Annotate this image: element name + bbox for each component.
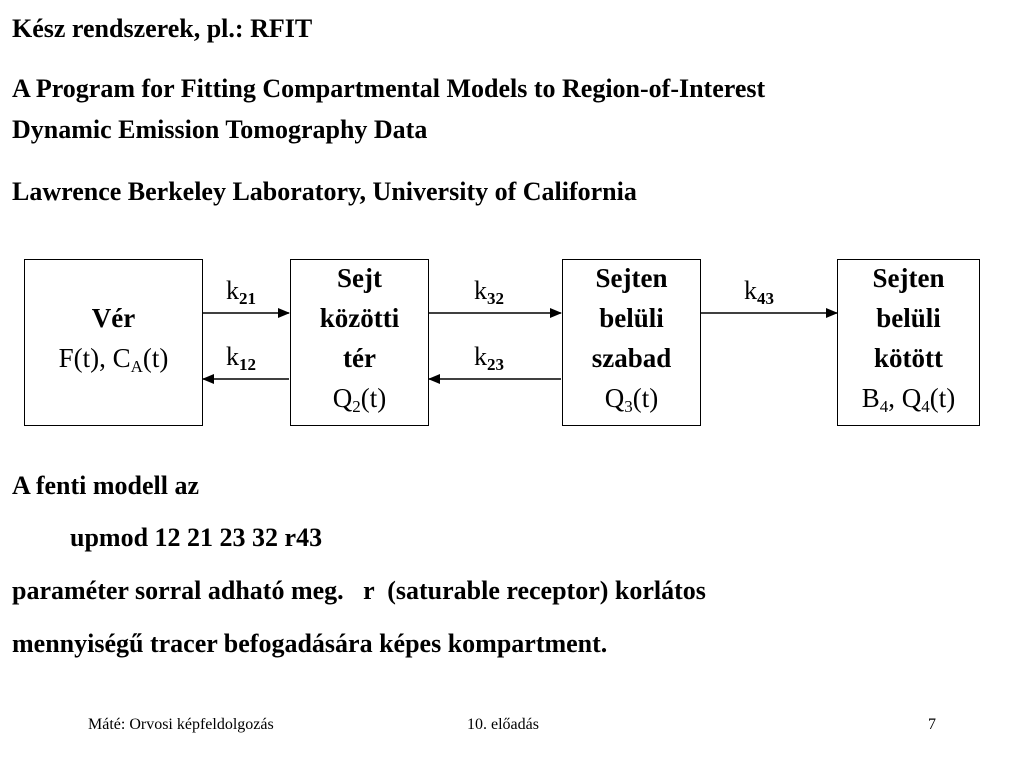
label-k12: $k_{12}$ <box>226 342 256 374</box>
body-line1: A fenti modell az <box>12 471 200 500</box>
body-command: upmod 12 21 23 32 r43 <box>70 523 323 552</box>
interstitial-line1: Sejt <box>337 263 382 293</box>
free-line1: Sejten <box>595 263 668 293</box>
interstitial-line3: tér <box>343 343 376 373</box>
blood-function: F(t), $C_A(t)$ <box>58 343 169 376</box>
free-line3: szabad <box>591 343 672 373</box>
footer-lecture: 10. előadás <box>467 716 539 733</box>
label-k21: $k_{21}$ <box>226 276 256 308</box>
free-line2: belüli <box>599 303 664 333</box>
title-line: Kész rendszerek, pl.: RFIT <box>12 14 313 43</box>
compartment-interstitial <box>290 259 429 426</box>
compartment-bound-intracellular <box>837 259 980 426</box>
footer-page-number: 7 <box>928 716 936 733</box>
body-line3: paraméter sorral adható meg. r (saturable receptor) korlátos <box>12 576 706 605</box>
footer-author: Máté: Orvosi képfeldolgozás <box>88 716 274 733</box>
institution-line: Lawrence Berkeley Laboratory, University of California <box>12 177 637 206</box>
label-k43: $k_{43}$ <box>744 276 774 308</box>
compartment-blood <box>24 259 203 426</box>
interstitial-function: $Q_2(t)$ <box>332 383 387 416</box>
bound-line1: Sejten <box>872 263 945 293</box>
label-k32: $k_{32}$ <box>474 276 504 308</box>
label-k23: $k_{23}$ <box>474 342 504 374</box>
program-title-line1: A Program for Fitting Compartmental Models to Region-of-Interest <box>12 74 766 103</box>
bound-line2: belüli <box>876 303 941 333</box>
blood-label: Vér <box>91 303 136 333</box>
program-title-line2: Dynamic Emission Tomography Data <box>12 115 428 144</box>
interstitial-line2: közötti <box>319 303 400 333</box>
compartment-free-intracellular <box>562 259 701 426</box>
bound-line3: kötött <box>874 343 943 373</box>
bound-function: $B_4$, $Q_4(t)$ <box>861 383 956 416</box>
free-function: $Q_3(t)$ <box>604 383 659 416</box>
body-line4: mennyiségű tracer befogadására képes kompartment. <box>12 629 608 658</box>
